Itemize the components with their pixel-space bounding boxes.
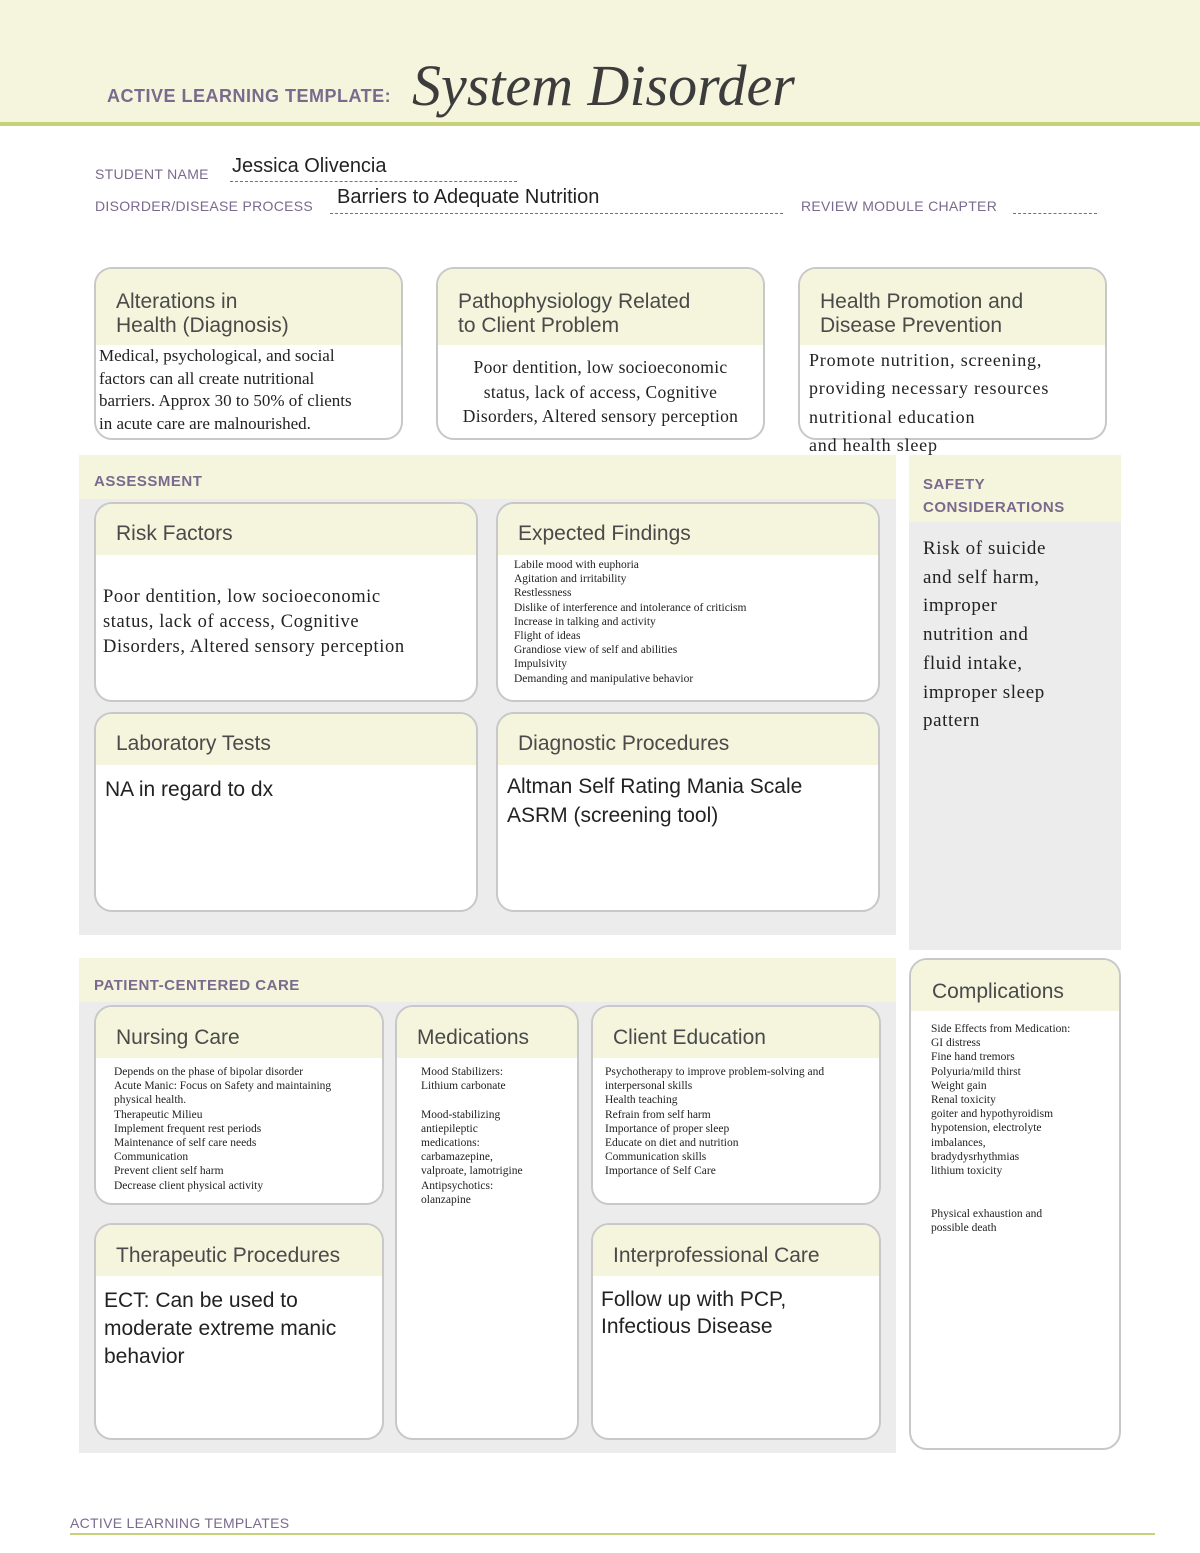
client-education-box <box>591 1005 881 1205</box>
disorder-label: DISORDER/DISEASE PROCESS <box>95 198 314 214</box>
safety-text[interactable]: Risk of suicide and self harm, improper nutrition and fluid intake, improper sleep pattern <box>923 538 1046 732</box>
medications-title: Medications <box>417 1026 530 1049</box>
alterations-title: Alterations in Health (Diagnosis) <box>116 290 289 337</box>
interprofessional-care-box <box>591 1223 881 1440</box>
expected-findings-title: Expected Findings <box>518 522 691 545</box>
interprofessional-care-text[interactable]: Follow up with PCP, Infectious Disease <box>601 1288 787 1338</box>
risk-factors-text[interactable]: Poor dentition, low socioeconomic status, lack of access, Cognitive Disorders, Altered sensory perception <box>103 587 405 657</box>
footer-divider <box>70 1533 1155 1535</box>
medications-box <box>395 1005 579 1440</box>
laboratory-tests-box <box>94 712 478 912</box>
pathophysiology-title: Pathophysiology Related to Client Problem <box>458 290 691 337</box>
review-module-line <box>1013 213 1097 214</box>
header-divider <box>0 122 1200 126</box>
interprofessional-care-title: Interprofessional Care <box>613 1244 820 1267</box>
student-name-line <box>230 181 517 182</box>
risk-factors-title: Risk Factors <box>116 522 233 545</box>
safety-label: SAFETY CONSIDERATIONS <box>923 476 1065 516</box>
health-promotion-title: Health Promotion and Disease Prevention <box>820 290 1024 337</box>
pathophysiology-text[interactable]: Poor dentition, low socioeconomic status, lack of access, Cognitive Disorders, Altered sensory perception <box>462 357 739 426</box>
therapeutic-procedures-text[interactable]: ECT: Can be used to moderate extreme manic behavior <box>104 1289 337 1368</box>
alterations-text[interactable]: Medical, psychological, and social factors can all create nutritional barriers. Approx 30 to 50% of clients in acute care are malnourished. <box>99 346 352 433</box>
nursing-care-title: Nursing Care <box>116 1026 240 1049</box>
nursing-care-box <box>94 1005 384 1205</box>
student-name-label: STUDENT NAME <box>95 166 209 182</box>
review-module-label: REVIEW MODULE CHAPTER <box>801 198 998 214</box>
expected-findings-box <box>496 502 880 702</box>
alterations-box <box>94 267 403 440</box>
expected-findings-list[interactable]: Labile mood with euphoria Agitation and irritability Restlessness Dislike of interference and intolerance of criticism Increase in talking and activity Flight of ideas Grandiose view of self and abilities Impulsivity Demanding and manipulative behavior <box>514 559 747 685</box>
complications-list[interactable]: Side Effects from Medication: GI distress Fine hand tremors Polyuria/mild thirst Weight gain Renal toxicity goiter and hypothyroidism hypotension, electrolyte imbalances, bradydysrhythmias lithium toxicity Physical exhaustion and possible death <box>931 1023 1071 1234</box>
laboratory-tests-text[interactable]: NA in regard to dx <box>105 778 274 801</box>
health-promotion-text[interactable]: Promote nutrition, screening, providing necessary resources nutritional education and health sleep <box>809 350 1050 455</box>
risk-factors-box <box>94 502 478 702</box>
client-education-list[interactable]: Psychotherapy to improve problem-solving and interpersonal skills Health teaching Refrain from self harm Importance of proper sleep Educate on diet and nutrition Communication skills Importance of Self Care <box>605 1066 825 1178</box>
template-title: System Disorder <box>412 53 795 118</box>
pathophysiology-box <box>436 267 765 440</box>
client-education-title: Client Education <box>613 1026 766 1049</box>
patient-centered-label: PATIENT-CENTERED CARE <box>94 977 300 994</box>
footer-label: ACTIVE LEARNING TEMPLATES <box>70 1515 290 1531</box>
diagnostic-procedures-title: Diagnostic Procedures <box>518 732 730 755</box>
complications-box <box>909 958 1121 1450</box>
diagnostic-procedures-box <box>496 712 880 912</box>
therapeutic-procedures-title: Therapeutic Procedures <box>116 1244 341 1267</box>
disorder-line <box>330 213 783 214</box>
laboratory-tests-title: Laboratory Tests <box>116 732 271 755</box>
disorder-field[interactable]: Barriers to Adequate Nutrition <box>337 186 600 208</box>
template-label: ACTIVE LEARNING TEMPLATE: <box>107 86 392 106</box>
assessment-label: ASSESSMENT <box>94 473 203 490</box>
nursing-care-list[interactable]: Depends on the phase of bipolar disorder Acute Manic: Focus on Safety and maintaining physical health. Therapeutic Milieu Implement frequent rest periods Maintenance of self care needs Communication Prevent client self harm Decrease client physical activity <box>114 1066 332 1192</box>
complications-title: Complications <box>932 980 1064 1003</box>
therapeutic-procedures-box <box>94 1223 384 1440</box>
medications-list[interactable]: Mood Stabilizers: Lithium carbonate Mood-stabilizing antiepileptic medications: carbamazepine, valproate, lamotrigine Antipsychotics: olanzapine <box>421 1066 523 1206</box>
diagnostic-procedures-text[interactable]: Altman Self Rating Mania Scale ASRM (screening tool) <box>507 775 803 827</box>
student-name-field[interactable]: Jessica Olivencia <box>232 155 387 177</box>
